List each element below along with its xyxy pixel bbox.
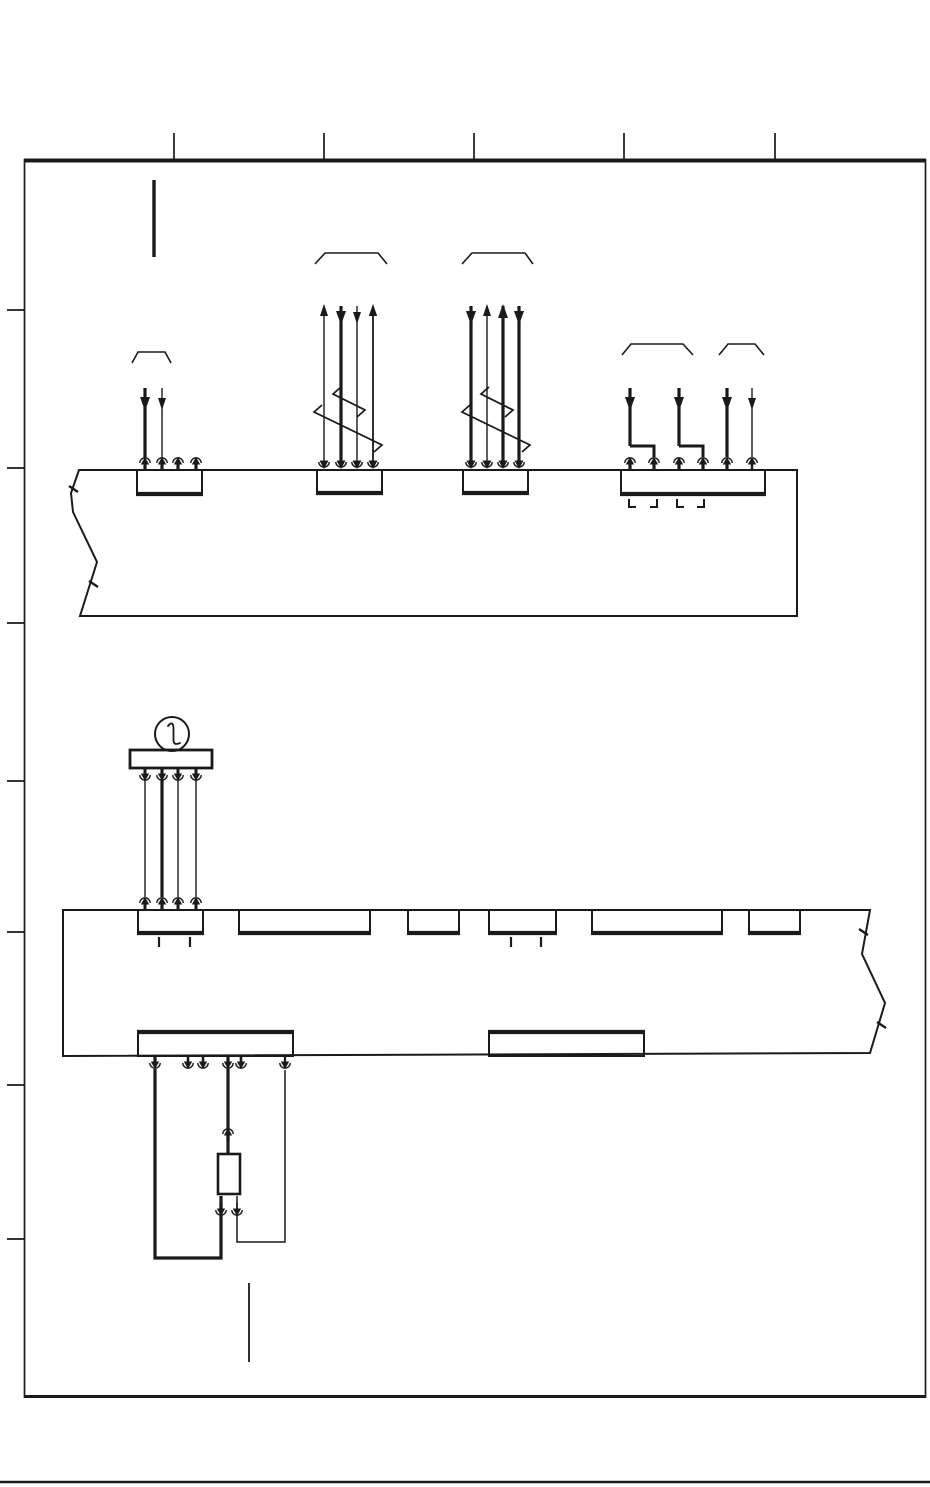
component-circle-glyph — [168, 723, 180, 744]
jumper-staple-1 — [630, 446, 654, 457]
arrowhead-group3-wire4-down — [514, 311, 524, 325]
arrowhead-group2-wire2-down — [336, 311, 346, 325]
harness-bracket-group4-narrow — [719, 344, 764, 355]
board1-connector-1 — [137, 470, 202, 494]
jumper-staple-2 — [679, 446, 703, 457]
corner-mark-1 — [629, 499, 636, 507]
arrowhead-group3-wire3-up — [498, 304, 508, 318]
board1-connector-2 — [317, 470, 382, 493]
board2-connector-2 — [239, 910, 370, 933]
arrowhead-group2-wire3-down — [353, 312, 361, 324]
corner-mark-3 — [677, 499, 684, 507]
board2-connector-1 — [138, 910, 203, 933]
arrowhead-group4-wire3-down — [722, 397, 732, 411]
harness-bracket-group3 — [462, 253, 533, 264]
harness-bracket-group1 — [132, 352, 171, 363]
board2-connector-3 — [408, 910, 459, 933]
twist-mark-group2-upper — [333, 387, 365, 417]
arrowhead-group4-wire1-down — [625, 397, 635, 411]
arrowhead-group3-wire1-down — [466, 311, 476, 325]
arrowhead-group2-wire1-up — [320, 304, 328, 316]
arrowhead-group1-wire1-down — [140, 397, 150, 411]
inline-component-box — [218, 1154, 240, 1194]
twist-mark-group3-upper — [481, 387, 513, 417]
board2-connector-6 — [749, 910, 800, 933]
bottom-loop-right-wire — [237, 1070, 285, 1242]
board2-connector-4 — [489, 910, 556, 933]
component-terminal-box — [130, 750, 212, 768]
board2-bottom-connector-1 — [138, 1032, 293, 1056]
arrowhead-group2-wire4-up — [369, 304, 377, 316]
harness-bracket-group4-wide — [622, 344, 693, 355]
board1-connector-4 — [621, 470, 765, 494]
arrowhead-group4-wire2-down — [674, 397, 684, 411]
corner-mark-4 — [697, 499, 704, 507]
board2-bottom-connector-2 — [489, 1032, 644, 1056]
component-circle — [155, 717, 189, 751]
arrowhead-group1-wire2-down — [158, 398, 166, 410]
board2-connector-5 — [592, 910, 722, 933]
arrowhead-group4-wire4-down — [748, 398, 756, 410]
arrowhead-group3-wire2-up — [483, 304, 491, 316]
harness-bracket-group2 — [315, 253, 387, 264]
bottom-loop-left-wire — [155, 1069, 221, 1258]
corner-mark-2 — [650, 499, 657, 507]
board1-connector-3 — [463, 470, 528, 493]
